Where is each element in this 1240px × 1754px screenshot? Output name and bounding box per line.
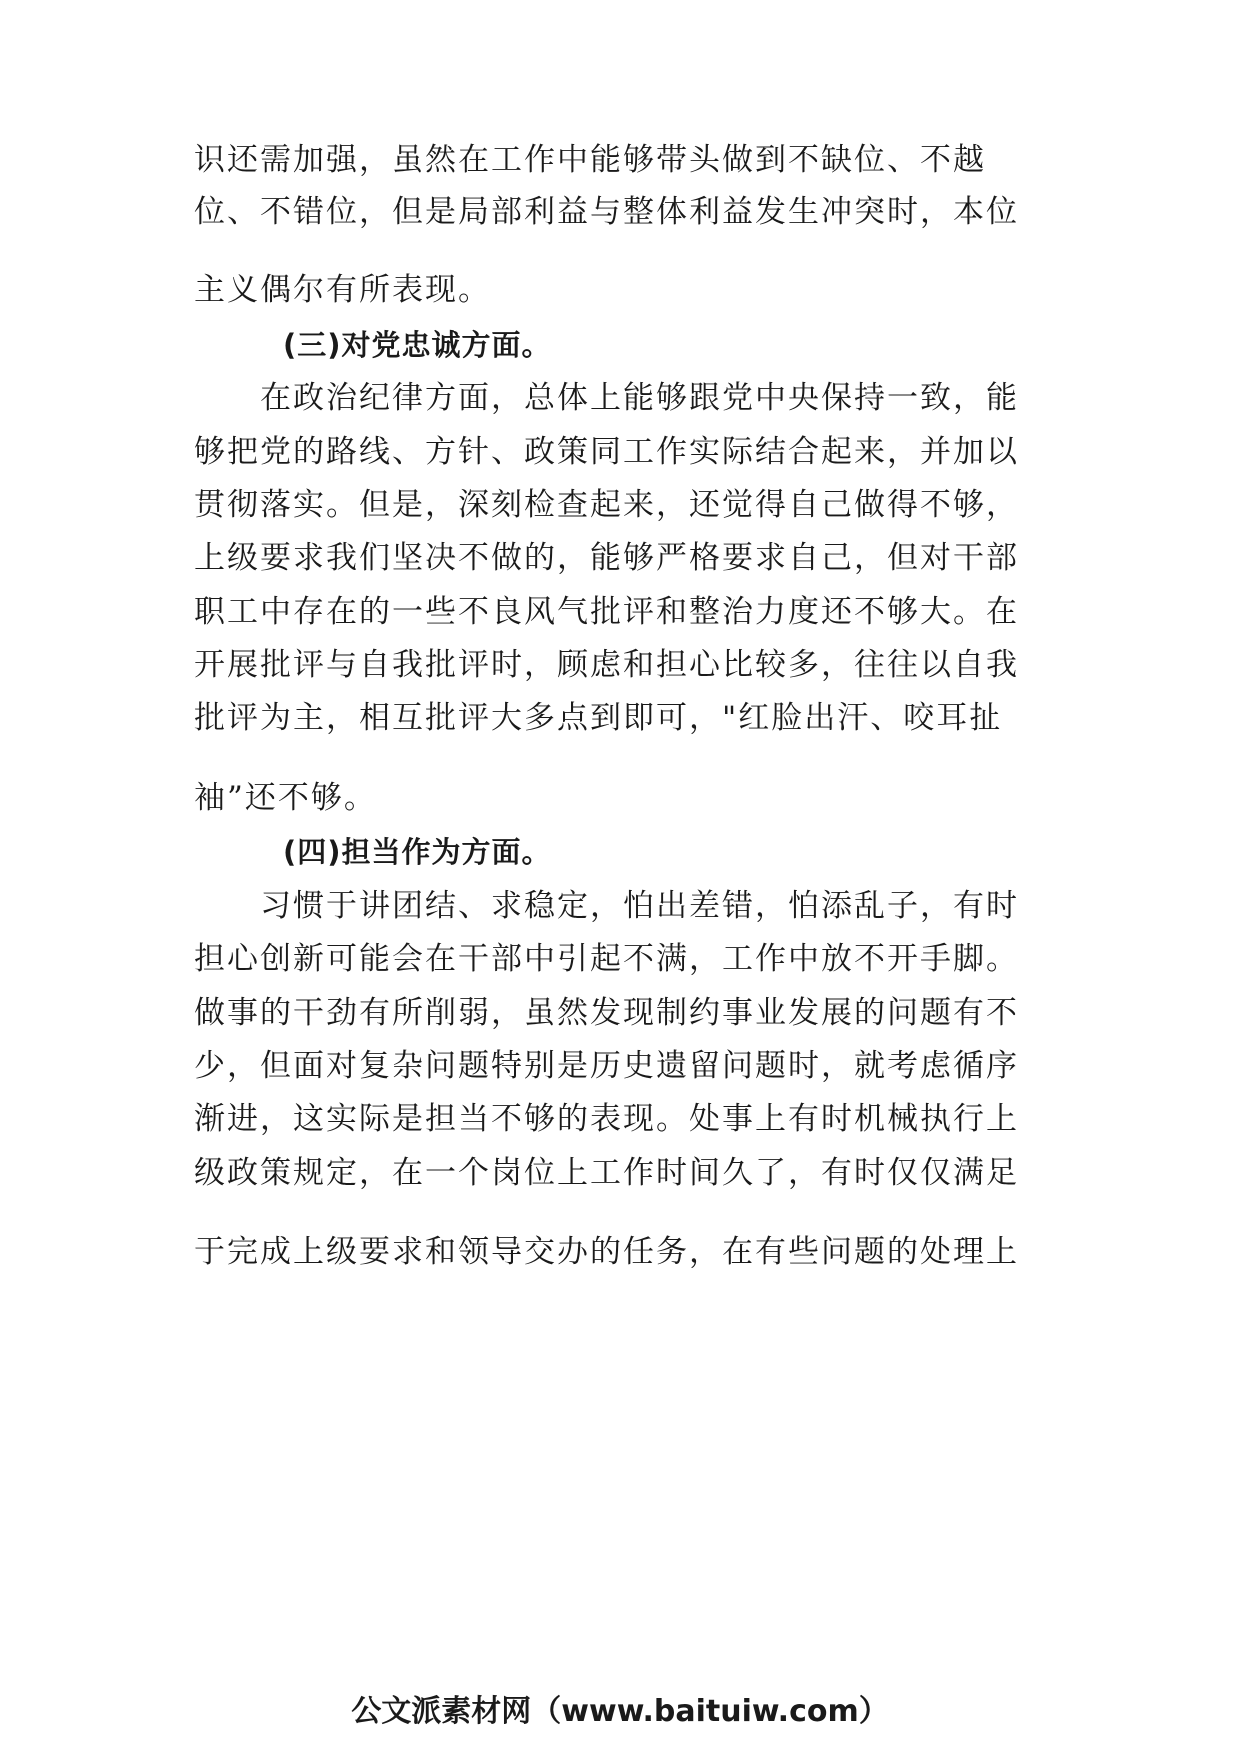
footer-source-label: 公文派素材网（www.baituiw.com） xyxy=(351,1694,889,1729)
body-text-line: 够把党的路线、方针、政策同工作实际结合起来，并加以 xyxy=(194,434,1019,470)
body-text-line: 贯彻落实。但是，深刻检查起来，还觉得自己做得不够， xyxy=(194,487,1019,523)
body-text-line: 袖”还不够。 xyxy=(194,780,377,816)
body-text-line: 批评为主，相互批评大多点到即可，"红脸出汗、咬耳扯 xyxy=(194,700,1003,736)
body-text-line: 习惯于讲团结、求稳定，怕出差错，怕添乱子，有时 xyxy=(260,888,1019,924)
body-text-line: 职工中存在的一些不良风气批评和整治力度还不够大。在 xyxy=(194,594,1019,630)
body-text-line: 主义偶尔有所表现。 xyxy=(194,272,491,308)
body-text-line: 级政策规定，在一个岗位上工作时间久了，有时仅仅满足 xyxy=(194,1155,1019,1191)
body-text-line: 担心创新可能会在干部中引起不满，工作中放不开手脚。 xyxy=(194,941,1019,977)
section-heading-3: (三)对党忠诚方面。 xyxy=(283,328,552,362)
body-text-line: 位、不错位，但是局部利益与整体利益发生冲突时，本位 xyxy=(194,194,1019,230)
body-text-line: 渐进，这实际是担当不够的表现。处事上有时机械执行上 xyxy=(194,1101,1019,1137)
body-text-line: 做事的干劲有所削弱，虽然发现制约事业发展的问题有不 xyxy=(194,995,1019,1031)
body-text-line: 识还需加强，虽然在工作中能够带头做到不缺位、不越 xyxy=(194,142,986,178)
section-heading-4: (四)担当作为方面。 xyxy=(283,835,552,869)
body-text-line: 少，但面对复杂问题特别是历史遗留问题时，就考虑循序 xyxy=(194,1048,1019,1084)
body-text-line: 开展批评与自我批评时，顾虑和担心比较多，往往以自我 xyxy=(194,647,1019,683)
body-text-line: 上级要求我们坚决不做的，能够严格要求自己，但对干部 xyxy=(194,540,1019,576)
body-text-line: 在政治纪律方面，总体上能够跟党中央保持一致，能 xyxy=(260,380,1019,416)
body-text-line: 于完成上级要求和领导交办的任务，在有些问题的处理上 xyxy=(194,1234,1019,1270)
